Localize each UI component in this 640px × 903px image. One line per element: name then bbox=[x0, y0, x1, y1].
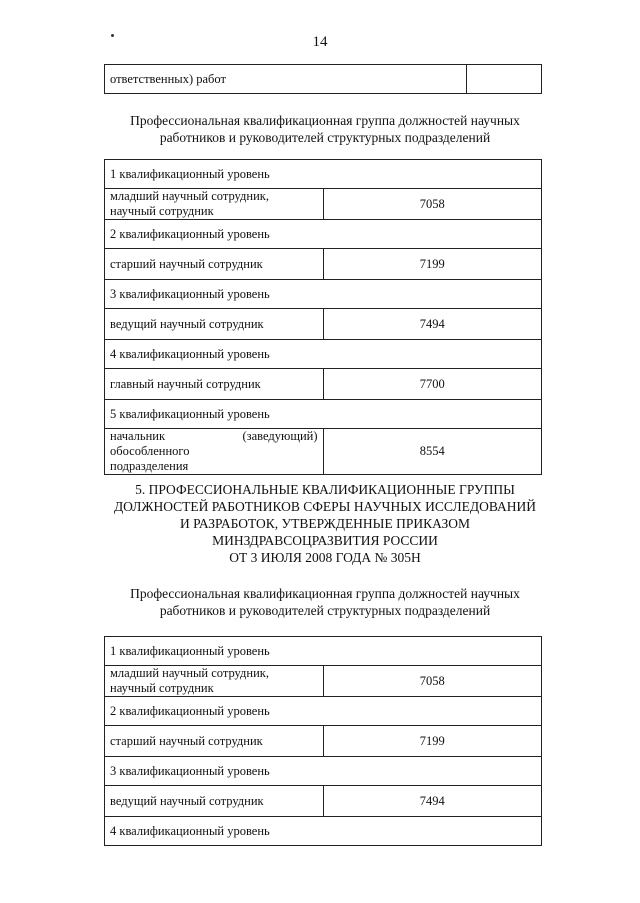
group1-table bbox=[104, 159, 542, 475]
level-cell: 1 квалификационный уровень bbox=[105, 637, 542, 666]
table-row bbox=[105, 309, 542, 340]
position-cell: ведущий научный сотрудник bbox=[105, 786, 324, 817]
table-row bbox=[105, 249, 542, 280]
value-cell: 7058 bbox=[323, 189, 542, 220]
position-cell: старший научный сотрудник bbox=[105, 249, 324, 280]
group2-table bbox=[104, 636, 542, 846]
table-row bbox=[105, 369, 542, 400]
scan-speck bbox=[111, 34, 114, 37]
table-row bbox=[105, 817, 542, 846]
group2-title-line1: Профессиональная квалификационная группа должностей научных bbox=[130, 586, 520, 601]
section5-line: 5. ПРОФЕССИОНАЛЬНЫЕ КВАЛИФИКАЦИОННЫЕ ГРУППЫ bbox=[135, 482, 515, 497]
level-cell: 4 квалификационный уровень bbox=[105, 340, 542, 369]
group1-title-line1: Профессиональная квалификационная группа должностей научных bbox=[130, 113, 520, 128]
table-row bbox=[105, 429, 542, 475]
group1-title-line2: работников и руководителей структурных подразделений bbox=[159, 130, 491, 145]
table-row bbox=[105, 280, 542, 309]
section5-line: И РАЗРАБОТОК, УТВЕРЖДЕННЫЕ ПРИКАЗОМ bbox=[179, 516, 471, 531]
level-cell: 1 квалификационный уровень bbox=[105, 160, 542, 189]
table-row bbox=[105, 726, 542, 757]
section5-title bbox=[80, 481, 570, 566]
continuation-table bbox=[104, 64, 542, 94]
table-row bbox=[105, 189, 542, 220]
level-cell: 2 квалификационный уровень bbox=[105, 697, 542, 726]
position-cell bbox=[105, 429, 324, 475]
level-cell: 5 квалификационный уровень bbox=[105, 400, 542, 429]
level-cell: 4 квалификационный уровень bbox=[105, 817, 542, 846]
table-row bbox=[105, 220, 542, 249]
value-cell: 7199 bbox=[323, 249, 542, 280]
position-cell: ведущий научный сотрудник bbox=[105, 309, 324, 340]
table-row bbox=[105, 400, 542, 429]
group2-title bbox=[100, 585, 550, 619]
table-row bbox=[105, 697, 542, 726]
table-row bbox=[105, 65, 542, 94]
table-row bbox=[105, 637, 542, 666]
value-cell: 7199 bbox=[323, 726, 542, 757]
group1-title bbox=[100, 112, 550, 146]
position-cell: ответственных) работ bbox=[105, 65, 467, 94]
value-cell: 7494 bbox=[323, 786, 542, 817]
group2-title-line2: работников и руководителей структурных подразделений bbox=[159, 603, 491, 618]
table-row bbox=[105, 757, 542, 786]
level-cell: 2 квалификационный уровень bbox=[105, 220, 542, 249]
level-cell: 3 квалификационный уровень bbox=[105, 280, 542, 309]
position-cell: младший научный сотрудник, научный сотрудник bbox=[105, 666, 324, 697]
value-cell: 7494 bbox=[323, 309, 542, 340]
value-cell: 7700 bbox=[323, 369, 542, 400]
position-cell: главный научный сотрудник bbox=[105, 369, 324, 400]
position-cell: старший научный сотрудник bbox=[105, 726, 324, 757]
table-row bbox=[105, 786, 542, 817]
position-cell: младший научный сотрудник, научный сотрудник bbox=[105, 189, 324, 220]
position-line1: начальник (заведующий) обособленного bbox=[110, 429, 318, 458]
page-number: 14 bbox=[312, 34, 328, 50]
section5-line: МИНЗДРАВСОЦРАЗВИТИЯ РОССИИ bbox=[212, 533, 438, 548]
value-cell: 8554 bbox=[323, 429, 542, 475]
section5-line: ДОЛЖНОСТЕЙ РАБОТНИКОВ СФЕРЫ НАУЧНЫХ ИССЛЕДОВАНИЙ bbox=[113, 499, 537, 514]
table-row bbox=[105, 340, 542, 369]
value-cell: 7058 bbox=[323, 666, 542, 697]
table-row bbox=[105, 160, 542, 189]
value-cell bbox=[467, 65, 542, 94]
table-row bbox=[105, 666, 542, 697]
position-line2: подразделения bbox=[110, 459, 189, 473]
level-cell: 3 квалификационный уровень bbox=[105, 757, 542, 786]
section5-line: ОТ 3 ИЮЛЯ 2008 ГОДА № 305Н bbox=[229, 550, 421, 565]
